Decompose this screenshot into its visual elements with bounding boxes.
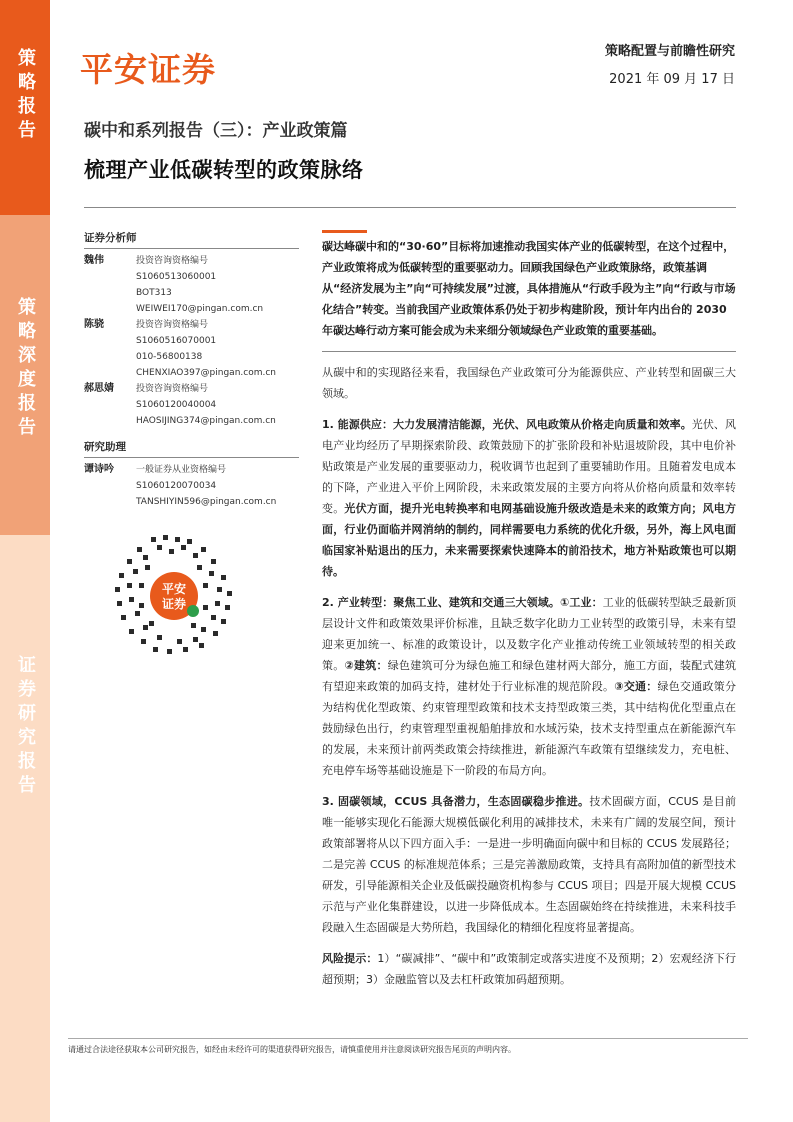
analyst-panel (84, 230, 299, 510)
assistant-heading: 研究助理 (84, 439, 299, 458)
lead-text: 碳达峰碳中和的“30·60”目标将加速推动我国实体产业的低碳转型，在这个过程中，产业政策将成为低碳转型的重要驱动力。回顾我国绿色产业政策脉络，政策基调从“经济发展为主”向“可持续发展”过渡，具体措施从“行政手段为主”向“行政与市场化结合”转变。当前我国产业政策体系仍处于初步构建阶段，预计年内出台的 2030 年碳达峰行动方案可能会成为未来细分领域绿色产业政策的重要基础。 (322, 240, 736, 337)
analyst-entry (84, 381, 299, 429)
company-logo: 平安证券 (80, 50, 216, 89)
lead-accent-bar (322, 230, 367, 233)
section-carbon-sink-heading: 3. 固碳领域，CCUS 具备潜力，生态固碳稳步推进。 (322, 795, 590, 808)
side-strip (0, 0, 50, 1122)
analyst-details (136, 253, 299, 317)
section-energy (322, 414, 736, 582)
analyst-entry (84, 317, 299, 381)
analyst-email[interactable]: WEIWEI170@pingan.com.cn (136, 304, 264, 314)
assistant-email[interactable]: TANSHIYIN596@pingan.com.cn (136, 497, 277, 507)
lead-summary (322, 230, 736, 341)
transport-label: ③交通： (614, 680, 658, 693)
analyst-email[interactable]: CHENXIAO397@pingan.com.cn (136, 368, 276, 378)
analyst-email[interactable]: HAOSIJING374@pingan.com.cn (136, 416, 276, 426)
analyst-name: 魏伟 (84, 255, 104, 266)
industry-text: 工业的低碳转型缺乏最新顶层设计文件和政策效果评价标准，且缺乏数字化助力工业转型的政策引导，未来有望迎来更加统一、标准的政策设计，以及数字化产业推动传统工业领域转型的相关政策。 (322, 596, 736, 672)
section-industry-heading: 2. 产业转型：聚焦工业、建筑和交通三大领域。 (322, 596, 560, 609)
analyst-cert-label: 投资咨询资格编号 (136, 256, 209, 266)
lead-divider (322, 351, 736, 352)
assistant-entry (84, 462, 299, 510)
section-industry (322, 592, 736, 781)
analyst-entry (84, 253, 299, 317)
analyst-cert-number: S1060120040004 (136, 400, 217, 410)
qr-code[interactable] (113, 535, 235, 657)
transport-text: 绿色交通政策分为结构优化型政策、约束管理型政策和技术支持型政策三类，其中结构优化型重点在鼓励绿色出行，约束管理型重视船舶排放和水域污染，技术支持型重点在新能源汽车的发展，未来预计前两类政策会持续推进，新能源汽车政策有望继续发力，充电桩、充电停车场等基础设施是下一阶段的布局方向。 (322, 680, 736, 777)
header-divider (84, 207, 736, 208)
section-carbon-sink (322, 791, 736, 938)
analyst-cert-number: S1060516070001 (136, 336, 217, 346)
analyst-cert-label: 投资咨询资格编号 (136, 320, 209, 330)
main-content (322, 230, 736, 990)
strip-label-research: 证券研究报告 (15, 655, 36, 799)
qr-logo-line2: 证券 (161, 597, 187, 611)
analyst-heading: 证券分析师 (84, 230, 299, 249)
analyst-phone: 010-56800138 (136, 352, 203, 362)
analyst-details (136, 381, 299, 429)
strip-label-report: 策略报告 (15, 48, 36, 144)
analyst-name: 陈骁 (84, 319, 104, 330)
page-title: 梳理产业低碳转型的政策脉络 (84, 158, 364, 182)
strip-segment-report (0, 0, 50, 215)
industry-label: ①工业： (560, 596, 603, 609)
strip-segment-depth (0, 215, 50, 535)
analyst-cert-label: 投资咨询资格编号 (136, 384, 209, 394)
intro-paragraph: 从碳中和的实现路径来看，我国绿色产业政策可分为能源供应、产业转型和固碳三大领域。 (322, 366, 736, 400)
section-energy-emphasis: 光伏方面，提升光电转换率和电网基础设施升级改造是未来的政策方向；风电方面，行业仍面临并网消纳的制约，同样需要电力系统的优化升级，另外，海上风电面临国家补贴退出的压力，未来需要探索快速降本的前沿技术，地方补贴政策也可以期待。 (322, 502, 736, 578)
risk-warning (322, 948, 736, 990)
building-text: 绿色建筑可分为绿色施工和绿色建材两大部分，施工方面，装配式建筑有望迎来政策的加码支持，建材处于行业标准的规范阶段。 (322, 659, 736, 693)
report-category: 策略配置与前瞻性研究 (604, 44, 735, 59)
assistant-cert-number: S1060120070034 (136, 481, 217, 491)
analyst-name: 郝思婧 (84, 383, 114, 394)
report-date: 2021 年 09 月 17 日 (609, 72, 735, 87)
assistant-name: 谭诗吟 (84, 464, 114, 475)
analyst-phone: BOT313 (136, 288, 172, 298)
assistant-details (136, 462, 299, 510)
analyst-details (136, 317, 299, 381)
analyst-cert-number: S1060513060001 (136, 272, 217, 282)
qr-logo-line1: 平安 (161, 582, 187, 596)
section-energy-text: 光伏、风电产业均经历了早期探索阶段、政策鼓励下的扩张阶段和补贴退坡阶段，其中电价补贴政策是产业发展的重要驱动力，税收调节也起到了重要辅助作用。且随着发电成本的下降，产业进入平价上网阶段，未来政策发展的主要方向将从价格向质量和效率转变。 (322, 418, 736, 515)
risk-label: 风险提示： (322, 952, 378, 965)
assistant-cert-label: 一般证券从业资格编号 (136, 465, 227, 475)
section-energy-heading: 1. 能源供应：大力发展清洁能源，光伏、风电政策从价格走向质量和效率。 (322, 418, 692, 431)
series-title: 碳中和系列报告（三）：产业政策篇 (84, 121, 348, 141)
building-label: ②建筑： (344, 659, 388, 672)
strip-segment-research (0, 535, 50, 1122)
footer-divider (68, 1038, 748, 1039)
strip-label-depth: 策略深度报告 (15, 297, 36, 441)
risk-text: 1）“碳减排”、“碳中和”政策制定或落实进度不及预期；2）宏观经济下行超预期；3）金融监管以及去杠杆政策加码超预期。 (322, 952, 736, 986)
footer-notice: 请通过合法途径获取本公司研究报告，如经由未经许可的渠道获得研究报告，请慎重使用并注意阅读研究报告尾页的声明内容。 (68, 1045, 516, 1054)
section-carbon-sink-text: 技术固碳方面，CCUS 是目前唯一能够实现化石能源大规模低碳化利用的减排技术，未来有广阔的发展空间，预计政策部署将从以下四方面入手：一是进一步明确面向碳中和目标的 CCUS 发展路径；二是完善 CCUS 的标准规范体系；三是完善激励政策，支持具有高附加值的新型技术研发，引导能源相关企业及低碳投融资机构参与 CCUS 项目；四是开展大规模 CCUS 示范与产业化集群建设，以进一步降低成本。生态固碳始终在持续推进，未来科技手段融入生态固碳是大势所趋，我国绿化的精细化程度将显著提高。 (322, 795, 736, 934)
